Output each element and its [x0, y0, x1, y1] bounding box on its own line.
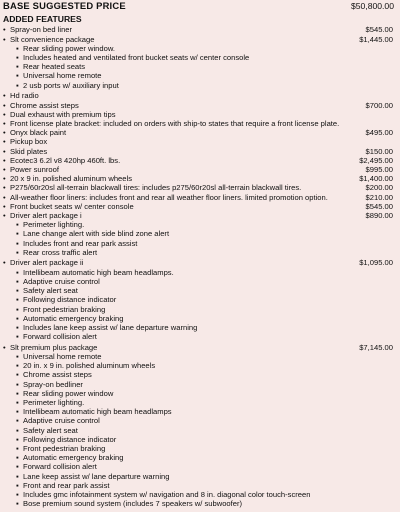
sub-feature-item — [3, 71, 397, 80]
feature-label-wrap — [3, 119, 339, 128]
sub-bullet-icon: ▪ — [16, 229, 19, 239]
feature-label-wrap — [3, 156, 120, 165]
sub-bullet-icon: ▪ — [16, 313, 19, 323]
sub-feature-item — [3, 490, 397, 499]
group-spacer — [3, 508, 397, 510]
feature-label-wrap — [3, 174, 132, 183]
sub-feature-label: Lane keep assist w/ lane departure warning — [23, 471, 170, 481]
bullet-icon: • — [3, 201, 6, 211]
feature-label-wrap — [3, 193, 328, 202]
feature-label: Power sunroof — [10, 164, 59, 174]
price-sheet — [3, 0, 397, 510]
feature-row — [3, 35, 397, 44]
sub-feature-label: Rear cross traffic alert — [23, 247, 98, 257]
sub-bullet-icon: ▪ — [16, 62, 19, 72]
sub-feature-item — [3, 239, 397, 248]
sub-bullet-icon: ▪ — [16, 322, 19, 332]
sub-feature-item — [3, 277, 397, 286]
feature-row — [3, 211, 397, 220]
feature-label-wrap — [3, 258, 83, 267]
feature-price: $495.00 — [365, 128, 393, 138]
sub-feature-item — [3, 499, 397, 508]
feature-label-wrap — [3, 101, 79, 110]
feature-price — [351, 119, 393, 128]
sub-feature-label: Automatic emergency braking — [23, 453, 124, 463]
feature-label: P275/60r20sl all-terrain blackwall tires: includes p275/60r20sl all-terrain blackwall tires. — [10, 183, 302, 193]
sub-feature-label: Intellibeam automatic high beam headlamps. — [23, 267, 174, 277]
bullet-icon: • — [3, 137, 6, 147]
sub-feature-label: Forward collision alert — [23, 332, 97, 342]
sub-bullet-icon: ▪ — [16, 490, 19, 500]
feature-row — [3, 110, 397, 119]
sub-bullet-icon: ▪ — [16, 370, 19, 380]
sub-feature-item — [3, 268, 397, 277]
feature-price: $210.00 — [365, 192, 393, 202]
feature-label: Ecotec3 6.2l v8 420hp 460ft. lbs. — [10, 155, 121, 165]
sub-feature-item — [3, 407, 397, 416]
sub-feature-item — [3, 352, 397, 361]
sub-feature-item — [3, 472, 397, 481]
sub-feature-item — [3, 370, 397, 379]
sub-feature-item — [3, 44, 397, 53]
sub-feature-label: Perimeter lighting. — [23, 220, 85, 230]
bullet-icon: • — [3, 128, 6, 138]
feature-label: Pickup box — [10, 137, 48, 147]
sub-feature-label: Includes heated and ventilated front bucket seats w/ center console — [23, 53, 250, 63]
sub-feature-label: 2 usb ports w/ auxiliary input — [23, 80, 119, 90]
feature-label-wrap — [3, 211, 82, 220]
feature-label: Onyx black paint — [10, 128, 67, 138]
sub-feature-label: 20 in. x 9 in. polished aluminum wheels — [23, 361, 156, 371]
sub-feature-label: Perimeter lighting. — [23, 398, 85, 408]
sub-bullet-icon: ▪ — [16, 425, 19, 435]
bullet-icon: • — [3, 192, 6, 202]
sub-bullet-icon: ▪ — [16, 388, 19, 398]
bullet-icon: • — [3, 155, 6, 165]
sub-feature-label: Front and rear park assist — [23, 480, 110, 490]
bullet-icon: • — [3, 183, 6, 193]
feature-row — [3, 156, 397, 165]
feature-price: $890.00 — [365, 210, 393, 220]
sub-feature-item — [3, 295, 397, 304]
sub-feature-label: Includes lane keep assist w/ lane departure warning — [23, 322, 198, 332]
sub-bullet-icon: ▪ — [16, 238, 19, 248]
feature-price: $545.00 — [365, 25, 393, 35]
feature-price — [351, 110, 393, 119]
feature-row — [3, 343, 397, 352]
sub-bullet-icon: ▪ — [16, 286, 19, 296]
feature-label: Spray-on bed liner — [10, 25, 73, 35]
feature-label: Chrome assist steps — [10, 100, 79, 110]
bullet-icon: • — [3, 34, 6, 44]
sub-bullet-icon: ▪ — [16, 471, 19, 481]
bullet-icon: • — [3, 210, 6, 220]
feature-list — [3, 25, 397, 510]
bullet-icon: • — [3, 342, 6, 352]
feature-price — [351, 137, 393, 146]
sub-feature-label: Bose premium sound system (includes 7 speakers w/ subwoofer) — [23, 499, 243, 509]
sub-feature-label: Universal home remote — [23, 352, 102, 362]
sub-feature-item — [3, 62, 397, 71]
feature-row — [3, 258, 397, 267]
feature-label-wrap — [3, 183, 301, 192]
feature-row — [3, 174, 397, 183]
sub-bullet-icon: ▪ — [16, 304, 19, 314]
sub-feature-label: Automatic emergency braking — [23, 313, 124, 323]
sub-bullet-icon: ▪ — [16, 267, 19, 277]
sub-bullet-icon: ▪ — [16, 247, 19, 257]
sub-bullet-icon: ▪ — [16, 352, 19, 362]
sub-feature-label: Safety alert seat — [23, 286, 78, 296]
sub-feature-item — [3, 248, 397, 257]
bullet-icon: • — [3, 118, 6, 128]
sub-bullet-icon: ▪ — [16, 276, 19, 286]
feature-row — [3, 119, 397, 128]
sub-bullet-icon: ▪ — [16, 295, 19, 305]
sub-feature-item — [3, 314, 397, 323]
feature-label-wrap — [3, 25, 72, 34]
feature-price: $1,095.00 — [359, 258, 393, 268]
sub-feature-label: Following distance indicator — [23, 434, 117, 444]
feature-label-wrap — [3, 202, 134, 211]
feature-label-wrap — [3, 137, 47, 146]
feature-row — [3, 128, 397, 137]
sub-feature-label: Lane change alert with side blind zone alert — [23, 229, 170, 239]
sub-feature-label: Includes gmc infotainment system w/ navigation and 8 in. diagonal color touch-screen — [23, 490, 311, 500]
sub-feature-label: Following distance indicator — [23, 295, 117, 305]
sub-feature-label: Universal home remote — [23, 71, 102, 81]
sub-feature-item — [3, 81, 397, 90]
feature-label: Slt premium plus package — [10, 342, 98, 352]
bullet-icon: • — [3, 25, 6, 35]
sub-feature-item — [3, 462, 397, 471]
sub-feature-label: Front pedestrian braking — [23, 444, 106, 454]
feature-price: $700.00 — [365, 100, 393, 110]
sub-feature-label: Forward collision alert — [23, 462, 97, 472]
feature-label-wrap — [3, 110, 116, 119]
feature-label: All-weather floor liners: includes front and rear all weather floor liners. limited promotion option. — [10, 192, 328, 202]
sub-feature-label: Front pedestrian braking — [23, 304, 106, 314]
page-title: BASE SUGGESTED PRICE — [3, 0, 126, 11]
sub-bullet-icon: ▪ — [16, 398, 19, 408]
sub-feature-item — [3, 416, 397, 425]
sub-feature-item — [3, 426, 397, 435]
sub-feature-item — [3, 453, 397, 462]
bullet-icon: • — [3, 100, 6, 110]
sub-feature-item — [3, 444, 397, 453]
sub-bullet-icon: ▪ — [16, 220, 19, 230]
sub-feature-item — [3, 481, 397, 490]
sub-bullet-icon: ▪ — [16, 480, 19, 490]
sub-bullet-icon: ▪ — [16, 453, 19, 463]
bullet-icon: • — [3, 164, 6, 174]
header — [3, 1, 397, 11]
base-price: $50,800.00 — [350, 1, 394, 11]
feature-label-wrap — [3, 343, 97, 352]
sub-bullet-icon: ▪ — [16, 379, 19, 389]
sub-feature-label: Safety alert seat — [23, 425, 78, 435]
feature-label: Driver alert package ii — [10, 258, 84, 268]
sub-bullet-icon: ▪ — [16, 416, 19, 426]
feature-label-wrap — [3, 147, 47, 156]
sub-bullet-icon: ▪ — [16, 332, 19, 342]
sub-bullet-icon: ▪ — [16, 462, 19, 472]
sub-bullet-icon: ▪ — [16, 444, 19, 454]
sub-feature-item — [3, 323, 397, 332]
feature-price: $150.00 — [365, 146, 393, 156]
feature-label-wrap — [3, 165, 59, 174]
sub-bullet-icon: ▪ — [16, 43, 19, 53]
feature-row — [3, 91, 397, 100]
bullet-icon: • — [3, 174, 6, 184]
sub-feature-label: Includes front and rear park assist — [23, 238, 138, 248]
bullet-icon: • — [3, 146, 6, 156]
feature-label: Slt convenience package — [10, 34, 95, 44]
feature-price: $2,495.00 — [359, 155, 393, 165]
sub-bullet-icon: ▪ — [16, 434, 19, 444]
sub-feature-label: Adaptive cruise control — [23, 276, 100, 286]
feature-price: $995.00 — [365, 164, 393, 174]
feature-row — [3, 101, 397, 110]
sub-feature-label: Rear sliding power window. — [23, 43, 116, 53]
feature-label: Skid plates — [10, 146, 48, 156]
sub-feature-label: Spray-on bedliner — [23, 379, 83, 389]
feature-row — [3, 193, 397, 202]
feature-label: 20 x 9 in. polished aluminum wheels — [10, 174, 132, 184]
feature-label: Driver alert package i — [10, 210, 82, 220]
feature-row — [3, 147, 397, 156]
sub-feature-label: Chrome assist steps — [23, 370, 92, 380]
feature-label: Hd radio — [10, 91, 39, 101]
sub-feature-item — [3, 435, 397, 444]
feature-row — [3, 137, 397, 146]
feature-label: Front license plate bracket: included on orders with ship-to states that require a front license plate. — [10, 118, 340, 128]
feature-label-wrap — [3, 128, 66, 137]
feature-price: $7,145.00 — [359, 342, 393, 352]
sub-feature-item — [3, 220, 397, 229]
sub-feature-label: Adaptive cruise control — [23, 416, 100, 426]
feature-price: $1,445.00 — [359, 34, 393, 44]
sub-feature-item — [3, 398, 397, 407]
sub-feature-label: Rear heated seats — [23, 62, 86, 72]
feature-label: Dual exhaust with premium tips — [10, 109, 116, 119]
sub-bullet-icon: ▪ — [16, 499, 19, 509]
sub-feature-label: Rear sliding power window — [23, 388, 114, 398]
feature-price: $545.00 — [365, 201, 393, 211]
sub-feature-item — [3, 332, 397, 341]
sub-feature-label: Intellibeam automatic high beam headlamps — [23, 407, 172, 417]
bullet-icon: • — [3, 91, 6, 101]
feature-price: $1,400.00 — [359, 174, 393, 184]
feature-price: $200.00 — [365, 183, 393, 193]
sub-bullet-icon: ▪ — [16, 71, 19, 81]
sub-bullet-icon: ▪ — [16, 361, 19, 371]
sub-feature-item — [3, 229, 397, 238]
sub-feature-item — [3, 305, 397, 314]
feature-row — [3, 165, 397, 174]
bullet-icon: • — [3, 258, 6, 268]
section-title: ADDED FEATURES — [3, 14, 82, 25]
sub-bullet-icon: ▪ — [16, 53, 19, 63]
sub-feature-item — [3, 380, 397, 389]
sub-feature-item — [3, 389, 397, 398]
sub-feature-item — [3, 53, 397, 62]
feature-row — [3, 202, 397, 211]
feature-row — [3, 183, 397, 192]
bullet-icon: • — [3, 109, 6, 119]
feature-label-wrap — [3, 91, 39, 100]
feature-label-wrap — [3, 35, 94, 44]
feature-price — [351, 91, 393, 100]
feature-row — [3, 25, 397, 34]
sub-bullet-icon: ▪ — [16, 407, 19, 417]
sub-feature-item — [3, 286, 397, 295]
sub-bullet-icon: ▪ — [16, 80, 19, 90]
sub-feature-item — [3, 361, 397, 370]
feature-label: Front bucket seats w/ center console — [10, 201, 134, 211]
